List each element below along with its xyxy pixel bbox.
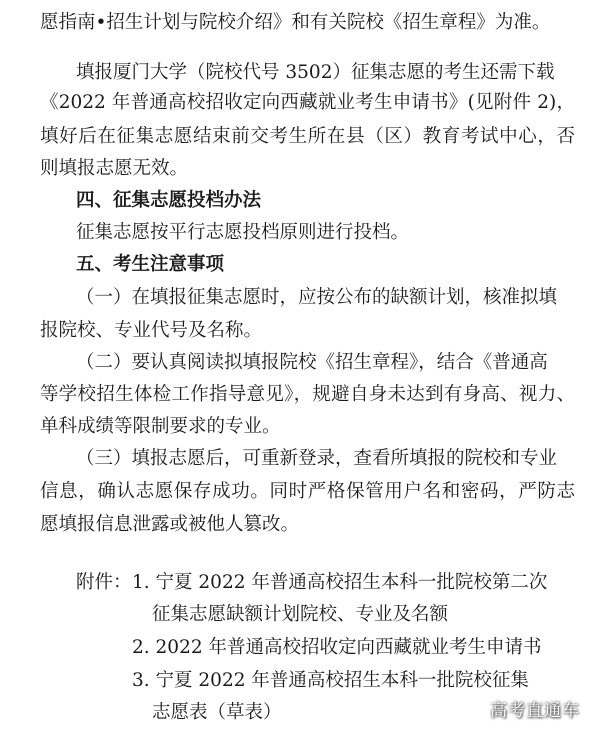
paragraph-line: 填报厦门大学（院校代号 3502）征集志愿的考生还需下载 xyxy=(76,62,555,83)
list-item-line: （一）在填报征集志愿时，应按公布的缺额计划，核准拟填 xyxy=(76,287,558,308)
attachment-item: 1. 宁夏 2022 年普通高校招生本科一批院校第二次 xyxy=(132,572,548,593)
list-item-line: 信息，确认志愿保存成功。同时严格保管用户名和密码，严防志 xyxy=(40,481,575,502)
list-item-line: 单科成绩等限制要求的专业。 xyxy=(40,416,281,437)
list-item-line: 愿填报信息泄露或被他人篡改。 xyxy=(40,514,300,535)
list-item-line: 报院校、专业代号及名称。 xyxy=(40,320,263,341)
paragraph-line: 则填报志愿无效。 xyxy=(40,158,189,179)
watermark: 高考直通车 xyxy=(490,701,580,721)
list-item-line: （二）要认真阅读拟填报院校《招生章程》，结合《普通高 xyxy=(76,352,548,373)
list-item-line: （三）填报志愿后，可重新登录，查看所填报的院校和专业 xyxy=(76,448,558,469)
section-4-body: 征集志愿按平行志愿投档原则进行投档。 xyxy=(76,222,410,243)
section-heading-5: 五、考生注意事项 xyxy=(76,254,225,275)
section-heading-4: 四、征集志愿投档办法 xyxy=(76,190,262,211)
paragraph-line: 填好后在征集志愿结束前交考生所在县（区）教育考试中心，否 xyxy=(40,126,575,147)
list-item-line: 等学校招生体检工作指导意见》，规避自身未达到有身高、视力、 xyxy=(40,384,575,405)
attachment-item: 3. 宁夏 2022 年普通高校招生本科一批院校征集 xyxy=(132,670,529,691)
attachment-item: 2. 2022 年普通高校招收定向西藏就业考生申请书 xyxy=(132,637,542,658)
paragraph-line: 愿指南•招生计划与院校介绍》和有关院校《招生章程》为准。 xyxy=(40,12,551,33)
attachment-item: 志愿表（草表） xyxy=(152,702,282,723)
attachments-label: 附件： xyxy=(76,572,132,593)
paragraph-line: 《2022 年普通高校招收定向西藏就业考生申请书》(见附件 2)， xyxy=(40,92,575,113)
attachment-item: 征集志愿缺额计划院校、专业及名额 xyxy=(152,604,449,625)
